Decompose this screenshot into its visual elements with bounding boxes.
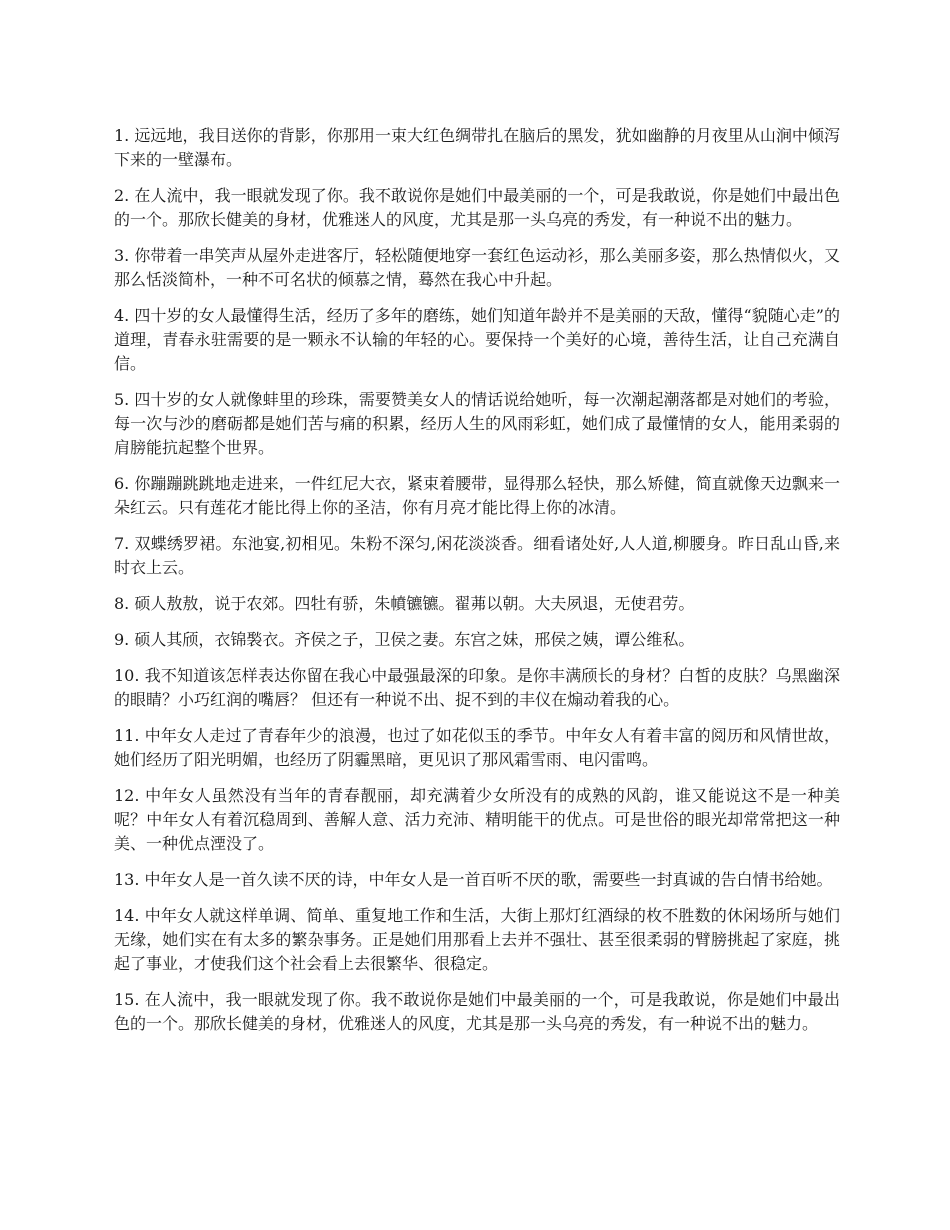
paragraph-4: 4. 四十岁的女人最懂得生活，经历了多年的磨练，她们知道年龄并不是美丽的天敌，懂得“貌随心走”的道理，青春永驻需要的是一颗永不认输的年轻的心。要保持一个美好的心境，善待生活，让自己充满自信。 <box>114 306 840 373</box>
paragraph-15: 15. 在人流中，我一眼就发现了你。我不敢说你是她们中最美丽的一个，可是我敢说，你是她们中最出色的一个。那欣长健美的身材，优雅迷人的风度，尤其是那一头乌亮的秀发，有一种说不出的魅力。 <box>114 990 840 1033</box>
paragraph-10: 10. 我不知道该怎样表达你留在我心中最强最深的印象。是你丰满颀长的身材？白皙的皮肤？乌黑幽深的眼睛？小巧红润的嘴唇？ 但还有一种说不出、捉不到的丰仪在煽动着我的心。 <box>114 666 840 709</box>
paragraph-12: 12. 中年女人虽然没有当年的青春靓丽，却充满着少女所没有的成熟的风韵，谁又能说这不是一种美呢？中年女人有着沉稳周到、善解人意、活力充沛、精明能干的优点。可是世俗的眼光却常常把这一种美、一种优点湮没了。 <box>114 786 840 853</box>
paragraph-13: 13. 中年女人是一首久读不厌的诗，中年女人是一首百听不厌的歌，需要些一封真诚的告白情书给她。 <box>114 870 833 889</box>
paragraph-9: 9. 硕人其颀，衣锦褧衣。齐侯之子，卫侯之妻。东宫之妹，邢侯之姨，谭公维私。 <box>114 630 695 649</box>
paragraph-1: 1. 远远地，我目送你的背影，你那用一束大红色绸带扎在脑后的黑发，犹如幽静的月夜里从山涧中倾泻下来的一壁瀑布。 <box>114 126 840 169</box>
paragraph-14: 14. 中年女人就这样单调、简单、重复地工作和生活，大街上那灯红酒绿的枚不胜数的休闲场所与她们无缘，她们实在有太多的繁杂事务。正是她们用那看上去并不强壮、甚至很柔弱的臂膀挑起了家庭，挑起了事业，才使我们这个社会看上去很繁华、很稳定。 <box>114 906 840 973</box>
paragraph-11: 11. 中年女人走过了青春年少的浪漫，也过了如花似玉的季节。中年女人有着丰富的阅历和风情世故，她们经历了阳光明媚，也经历了阴霾黑暗，更见识了那风霜雪雨、电闪雷鸣。 <box>114 726 840 769</box>
paragraph-3: 3. 你带着一串笑声从屋外走进客厅，轻松随便地穿一套红色运动衫，那么美丽多姿，那么热情似火，又那么恬淡简朴，一种不可名状的倾慕之情，蓦然在我心中升起。 <box>114 246 840 289</box>
paragraph-6: 6. 你蹦蹦跳跳地走进来，一件红尼大衣，紧束着腰带，显得那么轻快，那么矫健，简直就像天边飘来一朵红云。只有莲花才能比得上你的圣洁，你有月亮才能比得上你的冰清。 <box>114 474 840 517</box>
paragraph-2: 2. 在人流中，我一眼就发现了你。我不敢说你是她们中最美丽的一个，可是我敢说，你是她们中最出色的一个。那欣长健美的身材，优雅迷人的风度，尤其是那一头乌亮的秀发，有一种说不出的魅力。 <box>114 186 840 229</box>
paragraph-8: 8. 硕人敖敖，说于农郊。四牡有骄，朱幩镳镳。翟茀以朝。大夫夙退，无使君劳。 <box>114 594 695 613</box>
paragraph-7: 7. 双蝶绣罗裙。东池宴,初相见。朱粉不深匀,闲花淡淡香。细看诸处好,人人道,柳腰身。昨日乱山昏,来时衣上云。 <box>114 534 840 577</box>
document-body <box>114 124 840 1048</box>
paragraph-5: 5. 四十岁的女人就像蚌里的珍珠，需要赞美女人的情话说给她听，每一次潮起潮落都是对她们的考验，每一次与沙的磨砺都是她们苦与痛的积累，经历人生的风雨彩虹，她们成了最懂情的女人，能用柔弱的肩膀能抗起整个世界。 <box>114 390 840 457</box>
